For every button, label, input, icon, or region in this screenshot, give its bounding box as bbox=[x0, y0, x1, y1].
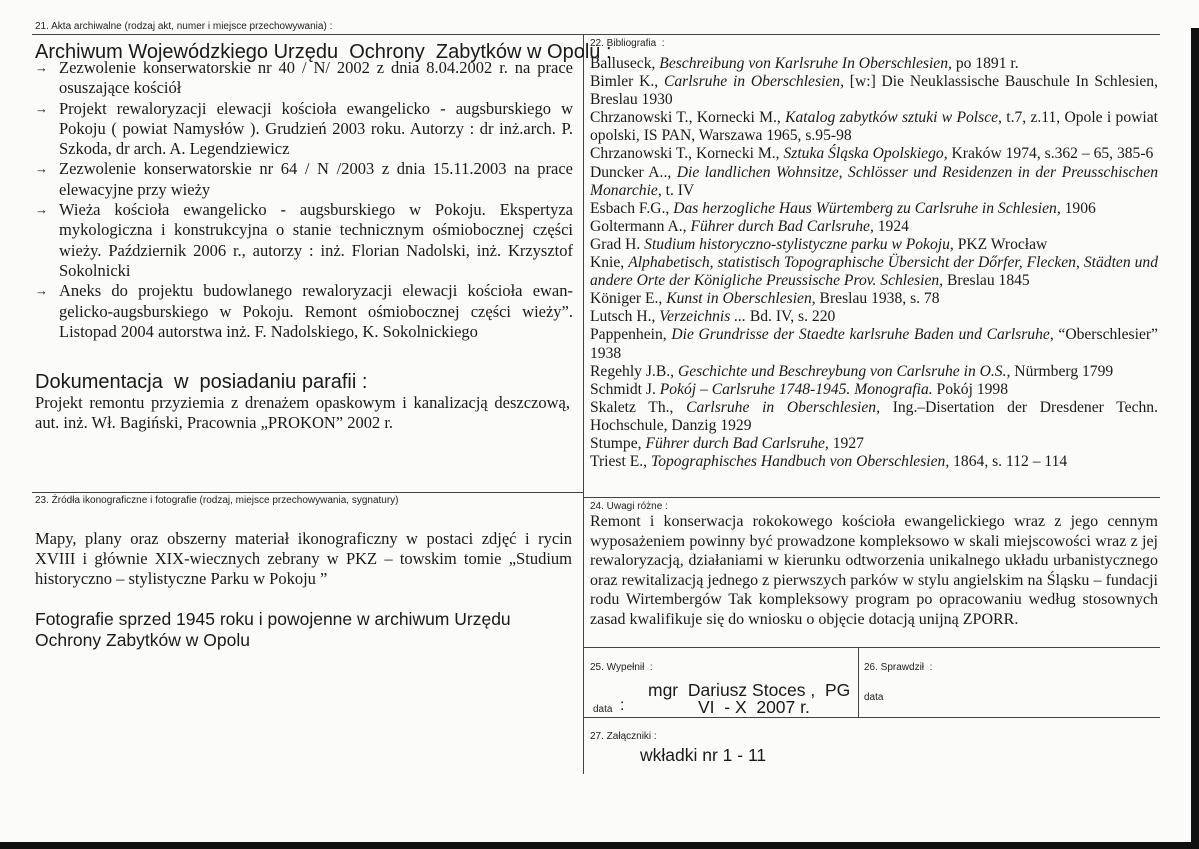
entry-author: Balluseck, bbox=[590, 55, 660, 72]
arrow-right-icon: → bbox=[35, 100, 48, 116]
entry-author: Chrzanowski T., Kornecki M., bbox=[590, 145, 784, 163]
entry-details: PKZ Wrocław bbox=[953, 235, 1048, 253]
bibliography-entry bbox=[590, 308, 1158, 326]
parish-heading: Dokumentacja w posiadaniu parafii : bbox=[35, 371, 368, 393]
archive-list bbox=[35, 58, 573, 342]
entry-details: 1906 bbox=[1060, 199, 1096, 217]
entry-author: Königer E., bbox=[590, 290, 667, 308]
attachments-value: wkładki nr 1 - 11 bbox=[640, 745, 767, 765]
archive-item-text: Zezwolenie konserwatorskie nr 40 / N/ 2002 z dnia 8.04.2002 r. na prace osuszające kościół bbox=[59, 58, 573, 98]
entry-details: 1924 bbox=[873, 217, 909, 235]
remarks-text: Remont i konserwacja rokokowego kościoła ewangelickiego wraz z jego cennym wyposażeniem powinny być prowadzone kompleksowo w skali miejscowości wraz z jej rewaloryzacją, działaniami w kierunku odtworzenia unikalnego układu urbanistycznego oraz rewitalizacją jednego z pierwszych parków w stylu angielskim na Śląsku – fundacji rodu Wirtembergów Tak kompleksowy program po opracowaniu według stosownych zasad kwalifikuje się do wniosku o objęcie dotacją unijną ZPORR. bbox=[590, 513, 1158, 628]
bibliography-list bbox=[590, 55, 1158, 471]
entry-details: [w:] Die Neuklassische Bauschule In Schlesien, Breslau 1930 bbox=[590, 73, 1158, 109]
entry-title: Führer durch Bad Carlsruhe, bbox=[690, 217, 874, 235]
column-divider bbox=[583, 34, 584, 774]
parish-documentation: Projekt remontu przyziemia z drenażem opaskowym i kanalizacją deszczową, aut. inż. Wł. Bagiński, Pracownia „PROKON” 2002 r. bbox=[35, 393, 570, 432]
entry-author: Bimler K., bbox=[590, 73, 664, 91]
iconography-text: Mapy, plany oraz obszerny materiał ikonograficzny w postaci zdjęć i rycin XVIII i głównie XIX-wiecznych zebrany w PKZ – towskim tomie „Studium historyczno – stylistyczne Parku w Pokoju ” bbox=[35, 529, 572, 588]
entry-details: “Oberschlesier” 1938 bbox=[590, 326, 1158, 362]
photographs-text: Fotografie sprzed 1945 roku i powojenne w archiwum Urzędu Ochrony Zabytków w Opolu bbox=[35, 609, 511, 650]
bibliography-entry bbox=[590, 236, 1158, 254]
archive-item-text: Wieża kościoła ewangelicko - augsburskiego w Pokoju. Ekspertyza mykologiczna i konstrukcyjna o stanie technicznym ośmiobocznej części wieży. Październik 2006 r., autorzy : inż. Florian Nadolski, inż. Krzysztof Sokolnicki bbox=[59, 200, 573, 280]
bibliography-entry bbox=[590, 435, 1158, 453]
bibliography-entry bbox=[590, 381, 1158, 399]
arrow-right-icon: → bbox=[35, 60, 48, 75]
bibliography-entry bbox=[590, 254, 1158, 290]
bibliography-entry bbox=[590, 145, 1158, 163]
arrow-right-icon: → bbox=[35, 202, 48, 218]
entry-author: Skaletz Th., bbox=[590, 398, 687, 416]
entry-title: Topographisches Handbuch von Oberschlesien, bbox=[650, 453, 950, 471]
section21-label: 21. Akta archiwalne (rodzaj akt, numer i miejsce przechowywania) : bbox=[35, 21, 333, 32]
arrow-right-icon: → bbox=[35, 283, 48, 299]
section25-rule bbox=[583, 647, 1160, 648]
archive-item-text: Zezwolenie konserwatorskie nr 64 / N /2003 z dnia 15.11.2003 na prace elewacyjne przy wieży bbox=[59, 159, 573, 199]
archive-heading: Archiwum Wojewódzkiego Urzędu Ochrony Zabytków w Opolu : bbox=[35, 41, 612, 63]
entry-details: Breslau 1845 bbox=[943, 272, 1030, 290]
entry-author: Duncker A.., bbox=[590, 163, 677, 181]
bibliography-entry bbox=[590, 399, 1158, 435]
scan-edge-right bbox=[1191, 28, 1199, 849]
entry-details: Breslau 1938, s. 78 bbox=[815, 290, 940, 308]
section26-date-label: data bbox=[864, 692, 884, 703]
section23-rule bbox=[32, 492, 583, 493]
entry-details: 1927 bbox=[828, 434, 864, 452]
entry-title: Pokój – Carlsruhe 1748-1945. Monografia. bbox=[659, 380, 933, 398]
section26-label: 26. Sprawdził : bbox=[864, 662, 933, 673]
entry-details: po 1891 r. bbox=[951, 55, 1019, 72]
entry-title: Studium historyczno-stylistyczne parku w Pokoju, bbox=[644, 235, 954, 253]
section26-divider bbox=[858, 647, 859, 717]
section27-label: 27. Załączniki : bbox=[590, 731, 657, 742]
section25-date-label: data bbox=[593, 704, 613, 715]
entry-author: Triest E., bbox=[590, 453, 651, 471]
entry-author: Chrzanowski T., Kornecki M., bbox=[590, 109, 786, 127]
arrow-right-icon: → bbox=[35, 161, 48, 177]
entry-author: Goltermann A., bbox=[590, 217, 691, 235]
filled-by-name: mgr Dariusz Stoces , PG bbox=[648, 680, 851, 700]
section24-label: 24. Uwagi różne : bbox=[590, 501, 668, 512]
archive-item bbox=[35, 159, 573, 200]
section27-rule bbox=[583, 717, 1160, 718]
bibliography-entry bbox=[590, 290, 1158, 308]
entry-details: Nürmberg 1799 bbox=[1010, 362, 1114, 380]
entry-title: Verzeichnis ... bbox=[659, 308, 746, 326]
archive-item bbox=[35, 281, 573, 342]
entry-details: Ing.–Disertation der Dresdener Techn. Hochschule, Danzig 1929 bbox=[590, 398, 1158, 434]
entry-author: Schmidt J. bbox=[590, 380, 660, 398]
entry-details: t. IV bbox=[661, 181, 695, 199]
entry-title: Alphabetisch, statistisch Topographische Übersicht der Dőrfer, Flecken, Städten und andere Orte der Königliche Preussische Prov. Schlesien, bbox=[590, 254, 1159, 290]
archive-item bbox=[35, 99, 573, 160]
section25-date-colon: : bbox=[620, 697, 625, 714]
bibliography-entry bbox=[590, 164, 1158, 200]
bibliography-entry bbox=[590, 73, 1158, 109]
section24-rule bbox=[583, 497, 1160, 498]
scan-edge-bottom bbox=[0, 842, 1199, 849]
archive-item-text: Projekt rewaloryzacji elewacji kościoła ewangelicko - augsburskiego w Pokoju ( powiat Namysłów ). Grudzień 2003 roku. Autorzy : dr inż.arch. P. Szkoda, dr arch. A. Legendziewicz bbox=[59, 98, 573, 159]
bibliography-entry bbox=[590, 200, 1158, 218]
entry-details: 1864, s. 112 – 114 bbox=[949, 453, 1068, 471]
bibliography-entry bbox=[590, 218, 1158, 236]
archive-item bbox=[35, 200, 573, 281]
entry-author: Knie, bbox=[590, 254, 629, 272]
entry-title: Führer durch Bad Carlsruhe, bbox=[645, 434, 829, 452]
entry-title: Beschreibung von Karlsruhe In Oberschlesien, bbox=[659, 55, 952, 72]
entry-details: Bd. IV, s. 220 bbox=[745, 308, 836, 326]
entry-author: Regehly J.B., bbox=[590, 362, 678, 380]
entry-title: Geschichte und Beschreybung von Carlsruhe in O.S., bbox=[677, 362, 1011, 380]
archive-item-text: Aneks do projektu budowlanego rewaloryzacji elewacji kościoła ewan-gelicko-augsburskiego w Pokoju. Remont ośmiobocznej części wieży”. Listopad 2004 autorstwa inż. F. Nadolskiego, K. Sokolnickiego bbox=[59, 281, 573, 341]
entry-title: Katalog zabytków sztuki w Polsce, bbox=[785, 109, 1002, 127]
bibliography-entry bbox=[590, 109, 1158, 145]
filled-date: VI - X 2007 r. bbox=[698, 697, 810, 717]
entry-title: Carlsruhe in Oberschlesien, bbox=[686, 398, 880, 416]
entry-author: Esbach F.G., bbox=[590, 199, 674, 217]
bibliography-entry bbox=[590, 363, 1158, 381]
top-rule bbox=[32, 34, 1160, 35]
entry-title: Kunst in Oberschlesien, bbox=[666, 290, 816, 308]
entry-details: Kraków 1974, s.362 – 65, 385-6 bbox=[947, 145, 1154, 163]
section23-label: 23. Źródła ikonograficzne i fotografie (rodzaj, miejsce przechowywania, sygnatury) bbox=[35, 495, 399, 506]
entry-details: t.7, z.11, Opole i powiat opolski, IS PAN, Warszawa 1965, s.95-98 bbox=[590, 109, 1158, 145]
entry-title: Sztuka Śląska Opolskiego, bbox=[783, 145, 948, 163]
entry-author: Grad H. bbox=[590, 235, 645, 253]
entry-title: Die Grundrisse der Staedte karlsruhe Baden und Carlsruhe, bbox=[671, 326, 1054, 344]
bibliography-entry bbox=[590, 453, 1158, 471]
entry-author: Lutsch H., bbox=[590, 308, 660, 326]
entry-author: Stumpe, bbox=[590, 434, 646, 452]
bibliography-entry bbox=[590, 55, 1158, 73]
section25-label: 25. Wypełnił : bbox=[590, 662, 653, 673]
entry-title: Die landlichen Wohnsitze, Schlösser und Residenzen in der Preusschischen Monarchie, bbox=[590, 163, 1158, 199]
entry-title: Das herzogliche Haus Würtemberg zu Carlsruhe in Schlesien, bbox=[673, 199, 1061, 217]
entry-details: Pokój 1998 bbox=[932, 380, 1009, 398]
section22-label: 22. Bibliografia : bbox=[590, 38, 665, 49]
bibliography-entry bbox=[590, 326, 1158, 362]
entry-author: Pappenhein, bbox=[590, 326, 672, 344]
entry-title: Carlsruhe in Oberschlesien, bbox=[663, 73, 844, 91]
archive-item bbox=[35, 58, 573, 99]
